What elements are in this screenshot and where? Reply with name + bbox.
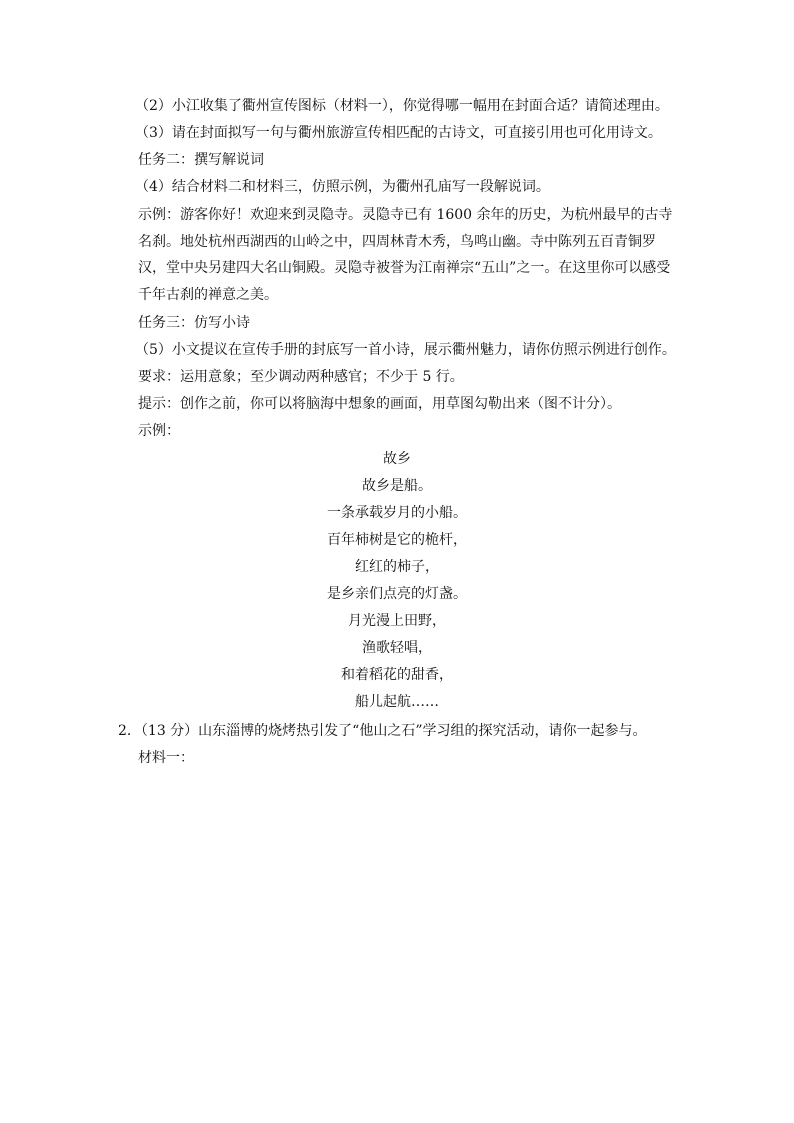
question-3-sub: （3）请在封面拟写一句与衢州旅游宣传相匹配的古诗文，可直接引用也可化用诗文。 [135, 125, 662, 141]
question-2-sub: （2）小江收集了衢州宣传图标（材料一），你觉得哪一幅用在封面合适？请简述理由。 [135, 98, 669, 114]
question-2-heading: 2．（13 分）山东淄博的烧烤热引发了“他山之石”学习组的探究活动，请你一起参与。 [118, 723, 647, 739]
poem-line: 故乡是船。 [362, 478, 432, 494]
poem-line: 月光漫上田野， [348, 613, 446, 629]
task-2-heading: 任务二：撰写解说词 [138, 152, 264, 168]
poem-line: 一条承载岁月的小船。 [327, 505, 467, 521]
requirement-line: 要求：运用意象；至少调动两种感官；不少于 5 行。 [138, 369, 464, 385]
poem-line: 是乡亲们点亮的灯盏。 [327, 586, 467, 602]
poem-line: 船儿起航…… [355, 694, 439, 710]
hint-line: 提示：创作之前，你可以将脑海中想象的画面，用草图勾勒出来（图不计分）。 [138, 396, 621, 412]
example-paragraph: 示例：游客你好！欢迎来到灵隐寺。灵隐寺已有 1600 余年的历史，为杭州最早的古寺名刹。地处杭州西湖西的山岭之中，四周林青木秀，鸟鸣山幽。寺中陈列五百青铜罗汉，堂中央另建四大名山铜殿。灵隐寺被誉为江南禅宗“五山”之一。在这里你可以感受千年古刹的禅意之美。 [138, 207, 673, 303]
poem-line: 红红的柿子， [355, 559, 439, 575]
question-4-sub: （4）结合材料二和材料三，仿照示例，为衢州孔庙写一段解说词。 [135, 179, 550, 195]
poem-line: 百年柿树是它的桅杆， [327, 532, 467, 548]
example-label: 示例： [138, 423, 180, 439]
poem-title: 故乡 [383, 451, 411, 467]
question-5-sub: （5）小文提议在宣传手册的封底写一首小诗，展示衢州魅力，请你仿照示例进行创作。 [135, 342, 676, 358]
poem-line: 和着稻花的甜香， [341, 667, 453, 683]
material-1-label: 材料一： [138, 750, 194, 766]
task-3-heading: 任务三：仿写小诗 [138, 315, 250, 331]
poem-line: 渔歌轻唱， [362, 640, 432, 656]
